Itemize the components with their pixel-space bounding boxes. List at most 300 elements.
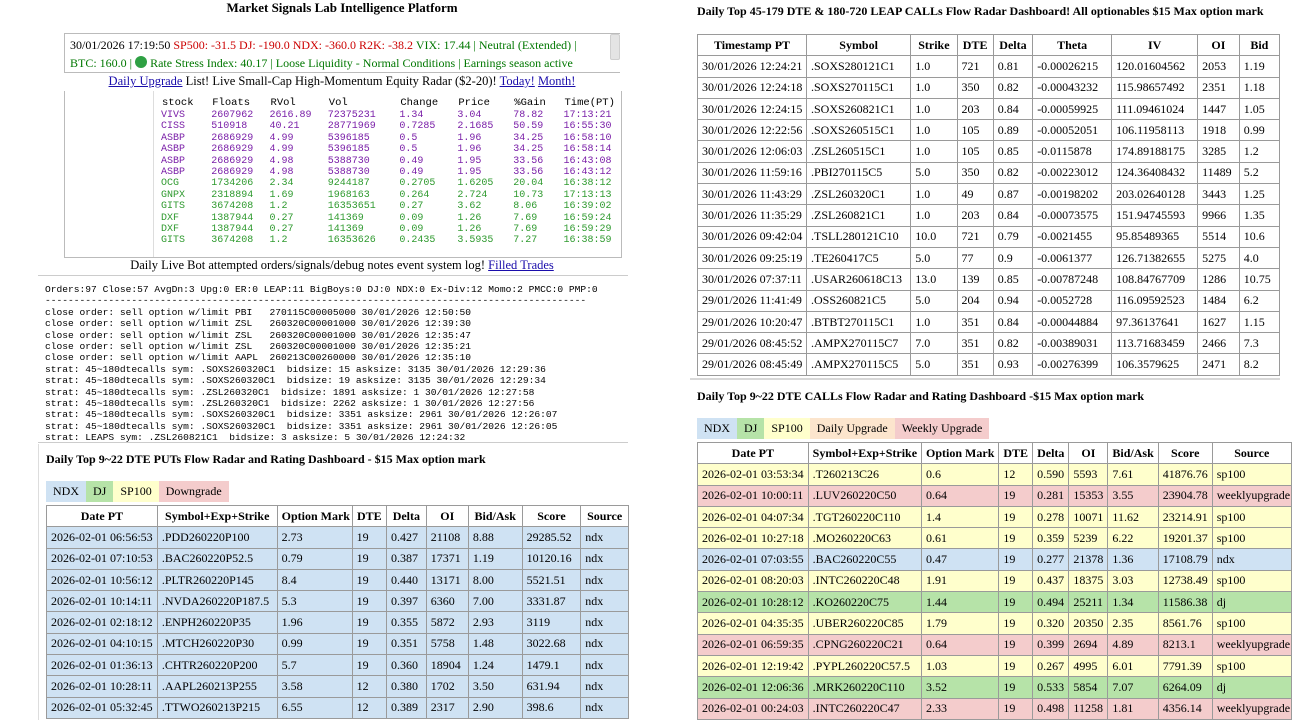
stock-cell: 17:13:13 (563, 189, 612, 201)
stock-cell: 2.724 (457, 189, 488, 201)
stock-cell: 1.96 (457, 132, 482, 144)
calls-cell: 0.47 (922, 549, 999, 570)
calls-cell: 19 (999, 634, 1033, 655)
leap-cell: 1.25 (1239, 184, 1279, 205)
calls-cell: .MO260220C63 (808, 528, 921, 549)
puts-table (46, 505, 629, 719)
leap-cell: 2466 (1198, 333, 1240, 354)
log-line: close order: sell option w/limit ZSL 260320C00001000 30/01/2026 12:39:30 (45, 318, 472, 330)
calls-cell: .CPNG260220C21 (808, 634, 921, 655)
calls-cell: 25211 (1069, 592, 1108, 613)
stock-cell: 5388730 (327, 167, 370, 179)
table-row[interactable] (698, 205, 1280, 226)
leap-cell: 10.0 (911, 226, 957, 247)
leap-cell: 29/01/2026 08:45:49 (698, 354, 807, 375)
puts-cell: 0.440 (386, 569, 426, 590)
calls-col-header[interactable]: Date PT (698, 443, 809, 464)
leap-cell: 30/01/2026 12:22:56 (698, 120, 807, 141)
leap-cell: 77 (957, 247, 993, 268)
table-row[interactable] (698, 485, 1292, 506)
puts-cell: 0.351 (386, 633, 426, 654)
filter-tag-ndx[interactable]: NDX (46, 481, 86, 502)
table-row[interactable] (698, 698, 1292, 719)
calls-cell: 4356.14 (1158, 698, 1212, 719)
leap-cell: 106.3579625 (1112, 354, 1198, 375)
table-row[interactable] (698, 120, 1280, 141)
calls-cell: 23214.91 (1158, 506, 1212, 527)
leap-cell: 203 (957, 98, 993, 119)
leap-cell: -0.00052051 (1033, 120, 1112, 141)
calls-cell: 19 (999, 592, 1033, 613)
table-row[interactable] (698, 184, 1280, 205)
stock-cell: 510918 (211, 121, 248, 133)
calls-cell: sp100 (1212, 655, 1291, 676)
leap-cell: 29/01/2026 08:45:52 (698, 333, 807, 354)
stock-cell: 1.34 (399, 110, 424, 121)
puts-cell: 0.99 (277, 633, 352, 654)
puts-cell: 0.360 (386, 655, 426, 676)
stock-cell: 141369 (327, 212, 364, 224)
puts-col-header[interactable]: Score (522, 506, 581, 527)
puts-col-header[interactable]: Date PT (47, 506, 158, 527)
puts-cell: ndx (581, 633, 629, 654)
calls-cell: 3.55 (1108, 485, 1158, 506)
table-row[interactable] (698, 354, 1280, 375)
leap-cell: 0.82 (993, 162, 1032, 183)
leap-cell: 4.0 (1239, 247, 1279, 268)
leap-cell: 29/01/2026 10:20:47 (698, 311, 807, 332)
leap-cell: 30/01/2026 12:24:18 (698, 77, 807, 98)
calls-cell: 0.494 (1033, 592, 1069, 613)
calls-cell: 2026-02-01 08:20:03 (698, 570, 809, 591)
leap-cell: 1286 (1198, 269, 1240, 290)
stock-cell: 0.27 (269, 224, 294, 236)
stock-cell: 0.09 (399, 224, 424, 236)
puts-cell: 2.93 (468, 612, 522, 633)
puts-cell: 1479.1 (522, 655, 581, 676)
calls-cell: 1.79 (922, 613, 999, 634)
table-row[interactable] (698, 56, 1280, 77)
leap-cell: 10.6 (1239, 226, 1279, 247)
table-row[interactable] (47, 676, 629, 697)
table-row[interactable] (47, 569, 629, 590)
puts-cell: ndx (581, 612, 629, 633)
leap-cell: -0.0021455 (1033, 226, 1112, 247)
stock-cell: 1.26 (457, 212, 482, 224)
calls-cell: 0.359 (1033, 528, 1069, 549)
leap-cell: 1.0 (911, 184, 957, 205)
leap-cell: 1.0 (911, 141, 957, 162)
filled-trades-link[interactable]: Filled Trades (488, 258, 554, 272)
puts-col-header[interactable]: DTE (352, 506, 386, 527)
puts-cell: .AAPL260213P255 (157, 676, 277, 697)
puts-cell: ndx (581, 591, 629, 612)
calls-cell: 0.437 (1033, 570, 1069, 591)
leap-cell: 30/01/2026 11:43:29 (698, 184, 807, 205)
calls-cell: 2026-02-01 12:06:36 (698, 677, 809, 698)
filter-tag-weekly-upgrade[interactable]: Weekly Upgrade (895, 418, 990, 439)
puts-cell: 8.00 (468, 569, 522, 590)
filter-tag-sp100[interactable]: SP100 (113, 481, 158, 502)
leap-cell: 1.0 (911, 98, 957, 119)
leap-cell: 1.0 (911, 311, 957, 332)
puts-cell: 1.19 (468, 548, 522, 569)
puts-col-header[interactable]: Bid/Ask (468, 506, 522, 527)
leap-cell: .PBI270115C5 (807, 162, 911, 183)
leap-cell: 174.89188175 (1112, 141, 1198, 162)
calls-cell: 4.89 (1108, 634, 1158, 655)
table-row[interactable] (47, 548, 629, 569)
stock-cell: 34.25 (513, 144, 544, 156)
stock-cell: GNPX (161, 189, 186, 201)
filter-tag-downgrade[interactable]: Downgrade (159, 481, 229, 502)
stock-row[interactable] (161, 156, 621, 167)
table-row[interactable] (47, 697, 629, 718)
stock-col-header: %Gain (514, 97, 546, 109)
puts-cell: 5872 (426, 612, 468, 633)
ticker-scrollbar[interactable] (610, 34, 620, 60)
puts-cell: .TTWO260213P215 (157, 697, 277, 718)
leap-col-header[interactable]: IV (1112, 35, 1198, 56)
calls-cell: 2.33 (922, 698, 999, 719)
calls-cell: 0.6 (922, 464, 999, 485)
table-row[interactable] (698, 528, 1292, 549)
puts-cell: 13171 (426, 569, 468, 590)
calls-cell: 41876.76 (1158, 464, 1212, 485)
calls-cell: .T260213C26 (808, 464, 921, 485)
calls-cell: 0.399 (1033, 634, 1069, 655)
leap-cell: 351 (957, 333, 993, 354)
calls-cell: 3.52 (922, 677, 999, 698)
leap-col-header[interactable]: Symbol (807, 35, 911, 56)
table-row[interactable] (47, 612, 629, 633)
stock-cell: 2686929 (211, 144, 254, 156)
calls-cell: 6264.09 (1158, 677, 1212, 698)
leap-cell: 30/01/2026 11:59:16 (698, 162, 807, 183)
stock-cell: 0.27 (399, 201, 424, 213)
calls-cell: 1.91 (922, 570, 999, 591)
leap-cell: 30/01/2026 07:37:11 (698, 269, 807, 290)
leap-cell: 5514 (1198, 226, 1240, 247)
leap-cell: 95.85489365 (1112, 226, 1198, 247)
calls-cell: 0.281 (1033, 485, 1069, 506)
puts-cell: 5.7 (277, 655, 352, 676)
stock-cell: 16:43:12 (563, 167, 612, 179)
puts-cell: ndx (581, 676, 629, 697)
puts-cell: 17371 (426, 548, 468, 569)
table-row[interactable] (698, 549, 1292, 570)
puts-cell: ndx (581, 655, 629, 676)
table-row[interactable] (47, 527, 629, 548)
table-row[interactable] (698, 290, 1280, 311)
calls-cell: ndx (1212, 549, 1291, 570)
puts-col-header[interactable]: OI (426, 506, 468, 527)
stock-cell: 34.25 (513, 132, 544, 144)
leap-cell: 0.84 (993, 311, 1032, 332)
stock-row[interactable] (161, 144, 621, 155)
table-row[interactable] (698, 464, 1292, 485)
puts-cell: 29285.52 (522, 527, 581, 548)
puts-cell: 19 (352, 633, 386, 654)
month-link[interactable]: Month! (537, 74, 576, 88)
table-row[interactable] (698, 269, 1280, 290)
calls-col-header[interactable]: Symbol+Exp+Strike (808, 443, 921, 464)
calls-cell: 1.4 (922, 506, 999, 527)
puts-col-header[interactable]: Symbol+Exp+Strike (157, 506, 277, 527)
filter-tag-ndx[interactable]: NDX (697, 418, 737, 439)
leap-cell: 30/01/2026 09:42:04 (698, 226, 807, 247)
puts-cell: ndx (581, 527, 629, 548)
table-row[interactable] (47, 633, 629, 654)
table-row[interactable] (698, 98, 1280, 119)
puts-cell: 21108 (426, 527, 468, 548)
table-row[interactable] (698, 506, 1292, 527)
stock-cell: 0.7285 (399, 121, 436, 133)
calls-cell: 5854 (1069, 677, 1108, 698)
calls-cell: 0.278 (1033, 506, 1069, 527)
puts-cell: 10120.16 (522, 548, 581, 569)
market-ticker (64, 33, 620, 73)
log-line: strat: 45~180dtecalls sym: .ZSL260320C1 bidsize: 1891 asksize: 1 30/01/2026 12:27:58 (45, 386, 535, 398)
leap-cell: 350 (957, 162, 993, 183)
stock-cell: 0.5 (399, 144, 418, 156)
calls-col-header[interactable]: Option Mark (922, 443, 999, 464)
table-row[interactable] (47, 591, 629, 612)
leap-cell: 13.0 (911, 269, 957, 290)
stock-cell: 1.2 (269, 235, 288, 247)
puts-cell: 0.355 (386, 612, 426, 633)
stock-row[interactable] (161, 190, 621, 201)
calls-col-header[interactable]: OI (1069, 443, 1108, 464)
leap-cell: -0.00026215 (1033, 56, 1112, 77)
table-row[interactable] (47, 655, 629, 676)
stock-cell: 1734206 (211, 178, 254, 190)
stock-cell: 1.26 (457, 224, 482, 236)
stock-row[interactable] (161, 133, 621, 144)
leap-cell: 0.82 (993, 333, 1032, 354)
leap-cell: .OSS260821C5 (807, 290, 911, 311)
leap-cell: 203.02640128 (1112, 184, 1198, 205)
puts-cell: .MTCH260220P30 (157, 633, 277, 654)
table-row[interactable] (698, 677, 1292, 698)
leap-cell: -0.00223012 (1033, 162, 1112, 183)
today-link[interactable]: Today! (499, 74, 535, 88)
leap-cell: .ZSL260515C1 (807, 141, 911, 162)
table-row[interactable] (698, 333, 1280, 354)
leap-cell: 0.82 (993, 77, 1032, 98)
table-row[interactable] (698, 311, 1280, 332)
leap-col-header[interactable]: Delta (993, 35, 1032, 56)
leap-col-header[interactable]: Bid (1239, 35, 1279, 56)
filter-tag-sp100[interactable]: SP100 (764, 418, 809, 439)
table-row[interactable] (698, 247, 1280, 268)
filter-tag-daily-upgrade[interactable]: Daily Upgrade (810, 418, 895, 439)
calls-col-header[interactable]: DTE (999, 443, 1033, 464)
puts-cell: 19 (352, 548, 386, 569)
leap-panel (697, 32, 1280, 376)
leap-col-header[interactable]: DTE (957, 35, 993, 56)
stock-cell: 16:38:59 (563, 235, 612, 247)
puts-cell: ndx (581, 697, 629, 718)
puts-cell: .BAC260220P52.5 (157, 548, 277, 569)
calls-cell: 2026-02-01 00:24:03 (698, 698, 809, 719)
table-row[interactable] (698, 141, 1280, 162)
leap-cell: .AMPX270115C7 (807, 333, 911, 354)
stock-cell: 7.69 (513, 224, 538, 236)
upgrade-line (0, 74, 684, 89)
leap-cell: .BTBT270115C1 (807, 311, 911, 332)
stock-cell: 1.6205 (457, 178, 494, 190)
stock-row[interactable] (161, 178, 621, 189)
stock-cell: VIVS (161, 110, 186, 121)
calls-cell: 2026-02-01 04:35:35 (698, 613, 809, 634)
table-row[interactable] (698, 613, 1292, 634)
log-line: strat: 45~180dtecalls sym: .SOXS260320C1 bidsize: 3351 asksize: 2961 30/01/2026 12:26:07 (45, 409, 558, 421)
calls-cell: 15353 (1069, 485, 1108, 506)
stock-row[interactable] (161, 121, 621, 132)
table-row[interactable] (698, 655, 1292, 676)
calls-cell: 0.533 (1033, 677, 1069, 698)
leap-cell: 30/01/2026 12:24:15 (698, 98, 807, 119)
leap-cell: -0.0115878 (1033, 141, 1112, 162)
puts-cell: 2026-02-01 06:56:53 (47, 527, 158, 548)
calls-col-header[interactable]: Bid/Ask (1108, 443, 1158, 464)
calls-col-header[interactable]: Score (1158, 443, 1212, 464)
page-title: Market Signals Lab Intelligence Platform (226, 0, 458, 15)
leap-col-header[interactable]: Strike (911, 35, 957, 56)
stock-cell: GITS (161, 201, 186, 213)
leap-cell: .ZSL260821C1 (807, 205, 911, 226)
stock-cell: 3674208 (211, 235, 254, 247)
calls-cell: 2026-02-01 06:59:35 (698, 634, 809, 655)
puts-cell: 19 (352, 591, 386, 612)
puts-cell: 18904 (426, 655, 468, 676)
stock-cell: 20.04 (513, 178, 544, 190)
filter-tag-dj[interactable]: DJ (86, 481, 113, 502)
calls-cell: dj (1212, 677, 1291, 698)
calls-cell: .MRK260220C110 (808, 677, 921, 698)
puts-col-header[interactable]: Option Mark (277, 506, 352, 527)
stock-cell: 33.56 (513, 167, 544, 179)
puts-col-header[interactable]: Source (581, 506, 629, 527)
ticker-timestamp: 30/01/2026 17:19:50 (70, 38, 171, 52)
leap-cell: 1.0 (911, 77, 957, 98)
puts-cell: 1702 (426, 676, 468, 697)
puts-cell: .PLTR260220P145 (157, 569, 277, 590)
table-row[interactable] (698, 77, 1280, 98)
leap-cell: 1447 (1198, 98, 1240, 119)
leap-cell: 0.81 (993, 56, 1032, 77)
table-row[interactable] (698, 162, 1280, 183)
stock-cell: 5396185 (327, 144, 370, 156)
calls-col-header[interactable]: Source (1212, 443, 1291, 464)
leap-cell: 0.9 (993, 247, 1032, 268)
stock-row[interactable] (161, 224, 621, 235)
puts-cell: 3022.68 (522, 633, 581, 654)
leap-cell: 350 (957, 77, 993, 98)
puts-col-header[interactable]: Delta (386, 506, 426, 527)
stock-cell: 3674208 (211, 201, 254, 213)
calls-cell: 19 (999, 677, 1033, 698)
bot-log-panel[interactable] (38, 275, 628, 443)
stock-row[interactable] (161, 201, 621, 212)
leap-cell: .ZSL260320C1 (807, 184, 911, 205)
calls-cell: 11.62 (1108, 506, 1158, 527)
puts-cell: 19 (352, 527, 386, 548)
leap-cell: 11489 (1198, 162, 1240, 183)
table-row[interactable] (698, 592, 1292, 613)
puts-dashboard (38, 444, 629, 720)
puts-cell: ndx (581, 548, 629, 569)
stock-cell: ASBP (161, 132, 186, 144)
puts-cell: 1.96 (277, 612, 352, 633)
calls-cell: 0.64 (922, 485, 999, 506)
leap-cell: 721 (957, 56, 993, 77)
leap-cell: 0.84 (993, 98, 1032, 119)
stock-cell: 17:13:21 (563, 110, 612, 121)
leap-cell: 7.3 (1239, 333, 1279, 354)
daily-upgrade-link[interactable]: Daily Upgrade (108, 74, 183, 88)
calls-cell: .INTC260220C48 (808, 570, 921, 591)
stock-cell: 2686929 (211, 155, 254, 167)
stock-row[interactable] (161, 235, 621, 246)
log-line: strat: 45~180dtecalls sym: .SOXS260320C1 bidsize: 15 asksize: 3135 30/01/2026 12:29:36 (45, 363, 546, 375)
leap-col-header[interactable]: OI (1198, 35, 1240, 56)
leap-cell: 151.94745593 (1112, 205, 1198, 226)
table-row[interactable] (698, 634, 1292, 655)
stock-cell: 2.34 (269, 178, 294, 190)
upgrade-text: List! Live Small-Cap High-Momentum Equity Radar ($2-20)! (185, 74, 497, 88)
stock-radar-table (161, 96, 621, 247)
leap-cell: -0.00059925 (1033, 98, 1112, 119)
calls-cell: sp100 (1212, 613, 1291, 634)
stock-cell: 4.99 (269, 144, 294, 156)
leap-cell: 30/01/2026 12:24:21 (698, 56, 807, 77)
calls-cell: 7.61 (1108, 464, 1158, 485)
puts-cell: 2026-02-01 10:28:11 (47, 676, 158, 697)
calls-cell: .PYPL260220C57.5 (808, 655, 921, 676)
puts-cell: 2026-02-01 07:10:53 (47, 548, 158, 569)
stock-cell: 1.69 (269, 189, 294, 201)
calls-cell: 6.22 (1108, 528, 1158, 549)
stock-cell: 4.98 (269, 167, 294, 179)
filter-tag-dj[interactable]: DJ (737, 418, 764, 439)
calls-table (697, 442, 1292, 720)
stock-col-header: Time(PT) (564, 97, 615, 109)
puts-cell: 631.94 (522, 676, 581, 697)
stock-row[interactable] (161, 167, 621, 178)
calls-filter-tags (697, 418, 989, 439)
stock-cell: OCG (161, 178, 180, 190)
log-line: strat: LEAPS sym: .ZSL260821C1 bidsize: 3 asksize: 5 30/01/2026 12:24:32 (45, 432, 466, 444)
table-row[interactable] (698, 570, 1292, 591)
leap-cell: 115.98657492 (1112, 77, 1198, 98)
stock-row[interactable] (161, 110, 621, 121)
leap-cell: 203 (957, 205, 993, 226)
stock-cell: 3.5935 (457, 235, 494, 247)
puts-cell: 2026-02-01 05:32:45 (47, 697, 158, 718)
stock-cell: ASBP (161, 155, 186, 167)
puts-cell: 8.88 (468, 527, 522, 548)
calls-cell: 5239 (1069, 528, 1108, 549)
leap-col-header[interactable]: Timestamp PT (698, 35, 807, 56)
calls-col-header[interactable]: Delta (1033, 443, 1069, 464)
stock-row[interactable] (161, 213, 621, 224)
calls-cell: .LUV260220C50 (808, 485, 921, 506)
calls-cell: 0.590 (1033, 464, 1069, 485)
table-row[interactable] (698, 226, 1280, 247)
leap-col-header[interactable]: Theta (1033, 35, 1112, 56)
